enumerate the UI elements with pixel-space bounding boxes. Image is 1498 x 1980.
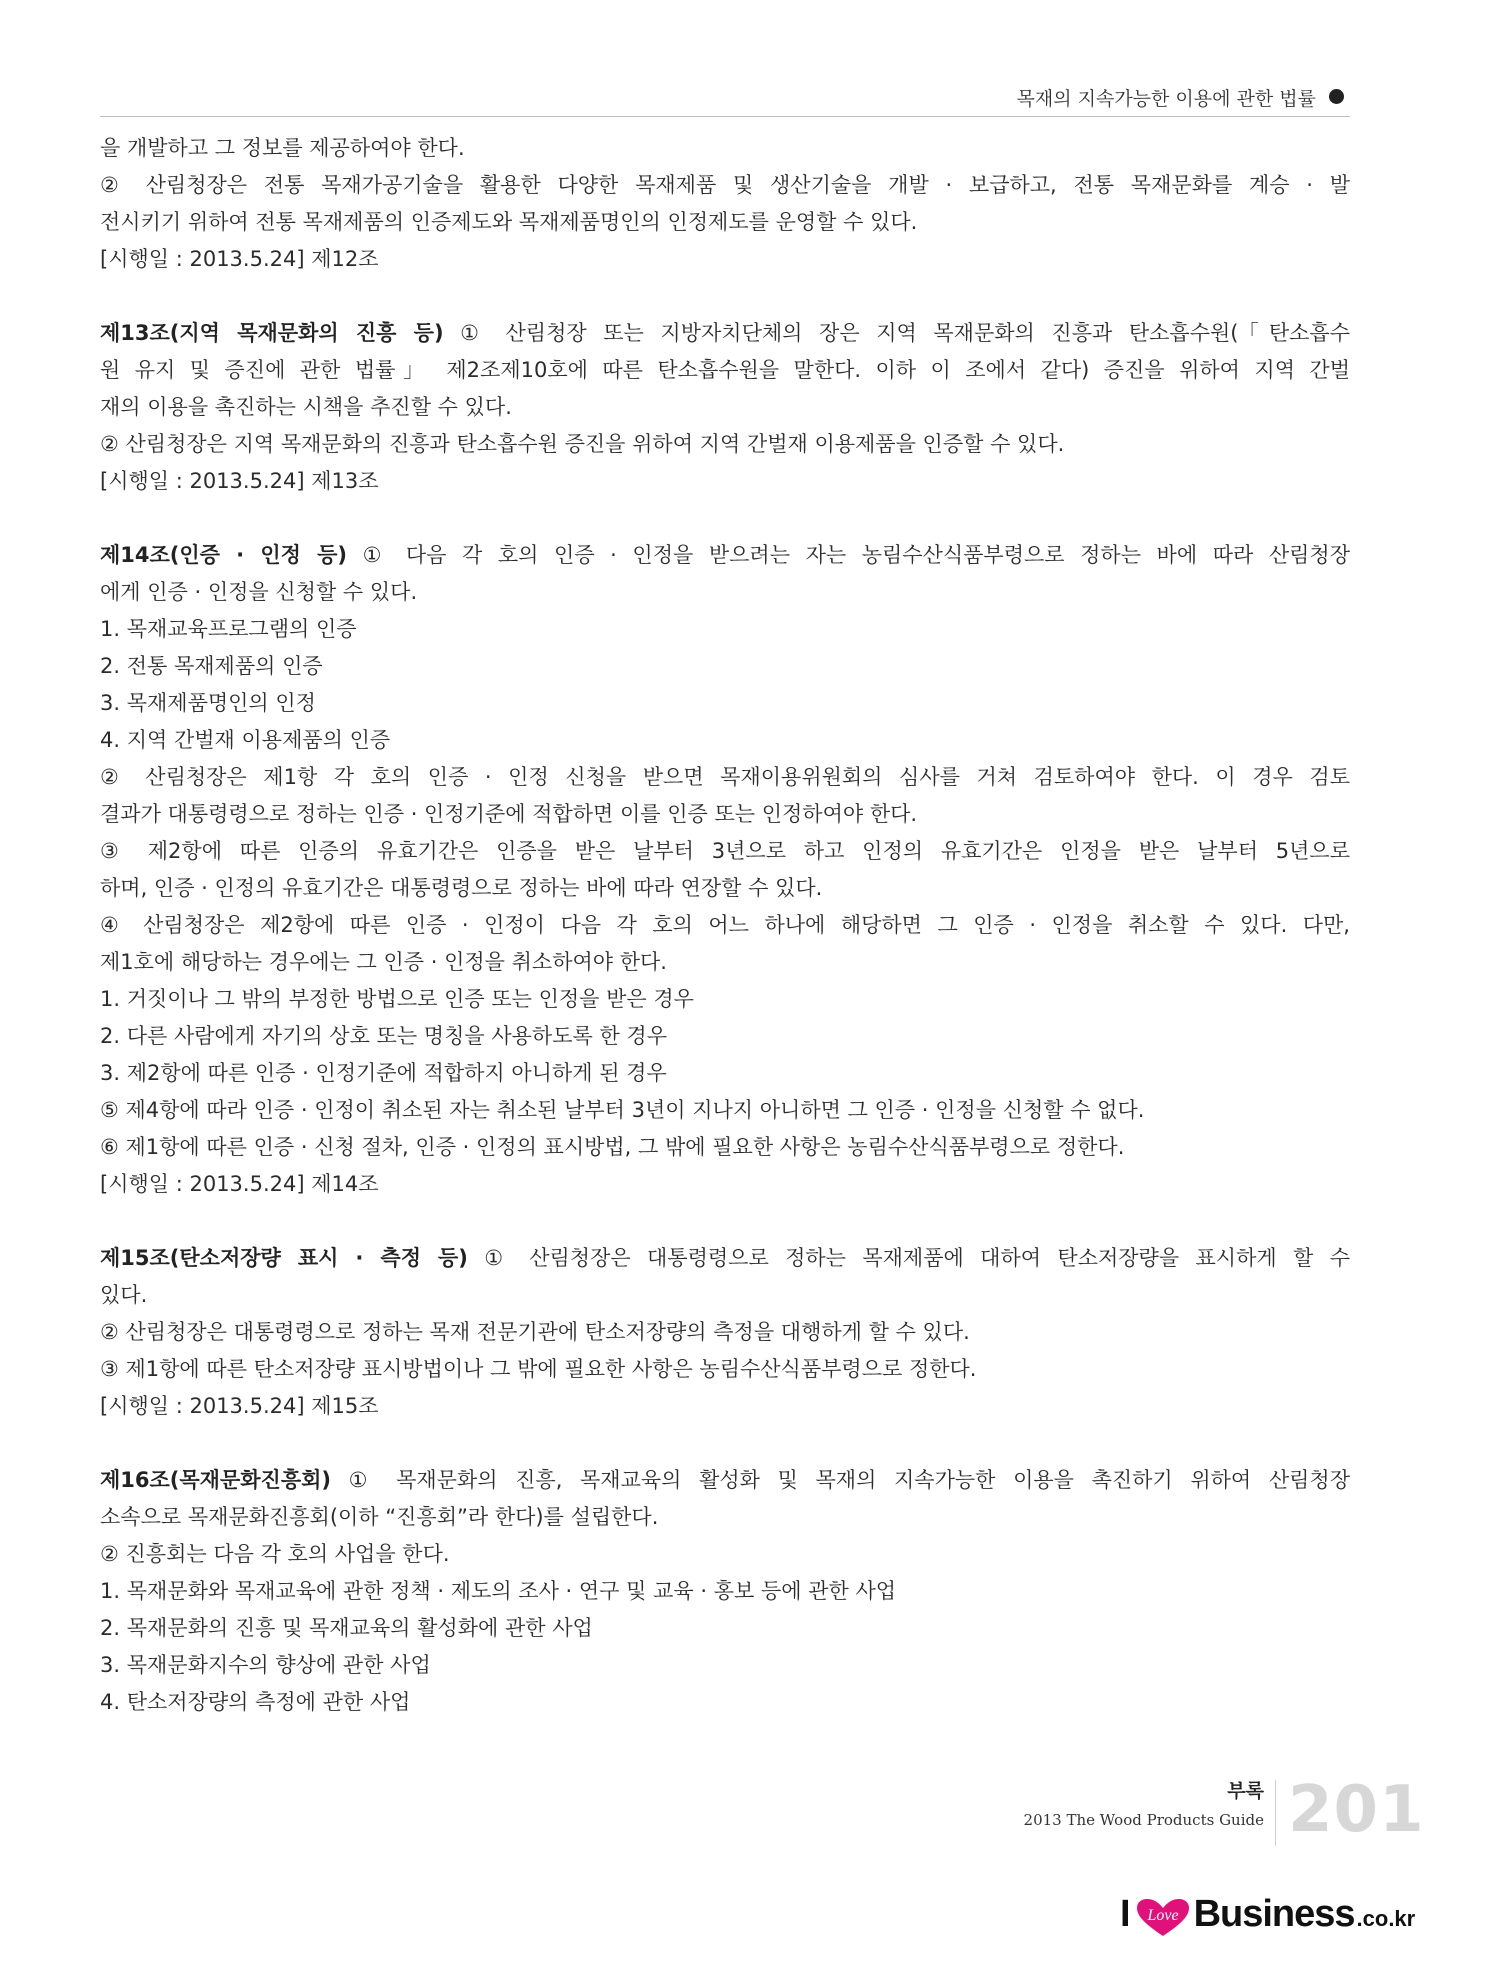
text-line [100,1536,1350,1573]
text-line [100,1388,1350,1425]
line-text: [시행일 : 2013.5.24] 제14조 [100,1172,379,1196]
running-header [100,80,1350,118]
text-line [100,352,1350,389]
article-title: 제13조(지역 목재문화의 진흥 등) [100,321,444,345]
text-line [100,1018,1350,1055]
article-heading-line [100,1240,1350,1277]
text-line [100,981,1350,1018]
text-line [100,1055,1350,1092]
text-line [100,1277,1350,1314]
line-text: 2. 다른 사람에게 자기의 상호 또는 명칭을 사용하도록 한 경우 [100,1024,667,1048]
footer-guide-title: 2013 The Wood Products Guide [1023,1811,1264,1829]
text-line [100,759,1350,796]
paragraph-gap [100,1203,1350,1240]
line-text: ② 산림청장은 대통령령으로 정하는 목재 전문기관에 탄소저장량의 측정을 대행하게 할 수 있다. [100,1320,970,1344]
text-line [100,833,1350,870]
line-text: ② 산림청장은 지역 목재문화의 진흥과 탄소흡수원 증진을 위하여 지역 간벌재 이용제품을 인증할 수 있다. [100,432,1065,456]
line-text: 1. 목재교육프로그램의 인증 [100,617,357,641]
line-text: 전시키기 위하여 전통 목재제품의 인증제도와 목재제품명인의 인정제도를 운영할 수 있다. [100,210,918,234]
line-text: 소속으로 목재문화진흥회(이하 “진흥회”라 한다)를 설립한다. [100,1505,659,1529]
text-line [100,685,1350,722]
text-line [100,389,1350,426]
law-text-body [100,130,1350,1721]
text-line [100,1647,1350,1684]
heart-icon [1135,1898,1191,1938]
text-line [100,204,1350,241]
line-text: 을 개발하고 그 정보를 제공하여야 한다. [100,136,465,160]
line-text: ③ 제2항에 따른 인증의 유효기간은 인증을 받은 날부터 3년으로 하고 인정의 유효기간은 인정을 받은 날부터 5년으로 [100,839,1350,863]
paragraph-gap [100,278,1350,315]
footer-meta [900,1778,1264,1832]
ilovebusiness-logo [1120,1893,1415,1943]
article-heading-line [100,315,1350,352]
line-text: 2. 전통 목재제품의 인증 [100,654,323,678]
line-text: ① 다음 각 호의 인증 · 인정을 받으려는 자는 농림수산식품부령으로 정하는 바에 따라 산림청장 [347,543,1350,567]
text-line [100,426,1350,463]
paragraph-gap [100,1425,1350,1462]
text-line [100,1684,1350,1721]
header-divider [100,116,1350,117]
text-line [100,241,1350,278]
text-line [100,1499,1350,1536]
line-text: ② 산림청장은 전통 목재가공기술을 활용한 다양한 목재제품 및 생산기술을 개발 · 보급하고, 전통 목재문화를 계승 · 발 [100,173,1350,197]
text-line [100,870,1350,907]
svg-text:Love: Love [1147,1907,1179,1924]
logo-letter-i: I [1120,1893,1131,1935]
line-text: ① 산림청장은 대통령령으로 정하는 목재제품에 대하여 탄소저장량을 표시하게 할 수 [467,1246,1350,1270]
line-text: ① 산림청장 또는 지방자치단체의 장은 지역 목재문화의 진흥과 탄소흡수원(「탄소흡수 [443,321,1350,345]
line-text: ⑥ 제1항에 따른 인증 · 신청 절차, 인증 · 인정의 표시방법, 그 밖에 필요한 사항은 농림수산식품부령으로 정한다. [100,1135,1125,1159]
article-title: 제16조(목재문화진흥회) [100,1468,331,1492]
line-text: [시행일 : 2013.5.24] 제15조 [100,1394,379,1418]
line-text: 있다. [100,1283,148,1307]
line-text: ⑤ 제4항에 따라 인증 · 인정이 취소된 자는 취소된 날부터 3년이 지나지 아니하면 그 인증 · 인정을 신청할 수 없다. [100,1098,1145,1122]
bullet-dot-icon [1329,89,1344,104]
text-line [100,1092,1350,1129]
line-text: [시행일 : 2013.5.24] 제13조 [100,469,379,493]
line-text: ② 산림청장은 제1항 각 호의 인증 · 인정 신청을 받으면 목재이용위원회의 심사를 거쳐 검토하여야 한다. 이 경우 검토 [100,765,1350,789]
line-text: 재의 이용을 촉진하는 시책을 추진할 수 있다. [100,395,512,419]
line-text: 에게 인증 · 인정을 신청할 수 있다. [100,580,418,604]
line-text: 2. 목재문화의 진흥 및 목재교육의 활성화에 관한 사업 [100,1616,593,1640]
line-text: 1. 목재문화와 목재교육에 관한 정책 · 제도의 조사 · 연구 및 교육 · 홍보 등에 관한 사업 [100,1579,897,1603]
text-line [100,796,1350,833]
line-text: 하며, 인증 · 인정의 유효기간은 대통령령으로 정하는 바에 따라 연장할 수 있다. [100,876,823,900]
line-text: 3. 목재문화지수의 향상에 관한 사업 [100,1653,431,1677]
text-line [100,722,1350,759]
logo-business: Business [1193,1893,1355,1935]
text-line [100,1129,1350,1166]
article-title: 제15조(탄소저장량 표시 · 측정 등) [100,1246,468,1270]
line-text: 결과가 대통령령으로 정하는 인증 · 인정기준에 적합하면 이를 인증 또는 인정하여야 한다. [100,802,918,826]
page-number: 201 [1288,1773,1425,1847]
line-text: ① 목재문화의 진흥, 목재교육의 활성화 및 목재의 지속가능한 이용을 촉진하기 위하여 산림청장 [331,1468,1350,1492]
text-line [100,1351,1350,1388]
article-heading-line [100,537,1350,574]
line-text: ② 진흥회는 다음 각 호의 사업을 한다. [100,1542,450,1566]
text-line [100,648,1350,685]
text-line [100,907,1350,944]
text-line [100,611,1350,648]
text-line [100,167,1350,204]
line-text: 1. 거짓이나 그 밖의 부정한 방법으로 인증 또는 인정을 받은 경우 [100,987,694,1011]
line-text: [시행일 : 2013.5.24] 제12조 [100,247,379,271]
text-line [100,463,1350,500]
line-text: 제1호에 해당하는 경우에는 그 인증 · 인정을 취소하여야 한다. [100,950,667,974]
line-text: 3. 제2항에 따른 인증 · 인정기준에 적합하지 아니하게 된 경우 [100,1061,667,1085]
paragraph-gap [100,500,1350,537]
text-line [100,1166,1350,1203]
line-text: ③ 제1항에 따른 탄소저장량 표시방법이나 그 밖에 필요한 사항은 농림수산식품부령으로 정한다. [100,1357,977,1381]
line-text: 4. 탄소저장량의 측정에 관한 사업 [100,1690,411,1714]
line-text: 3. 목재제품명인의 인정 [100,691,316,715]
article-heading-line [100,1462,1350,1499]
footer-section-label: 부록 [1227,1780,1264,1802]
text-line [100,574,1350,611]
text-line [100,1314,1350,1351]
logo-domain: .co.kr [1356,1906,1416,1931]
footer-divider [1275,1780,1276,1846]
text-line [100,944,1350,981]
text-line [100,1610,1350,1647]
text-line [100,130,1350,167]
line-text: 4. 지역 간벌재 이용제품의 인증 [100,728,391,752]
line-text: 원 유지 및 증진에 관한 법률」 제2조제10호에 따른 탄소흡수원을 말한다. 이하 이 조에서 같다) 증진을 위하여 지역 간벌 [100,358,1350,382]
running-title: 목재의 지속가능한 이용에 관한 법률 [1016,88,1316,110]
article-title: 제14조(인증 · 인정 등) [100,543,348,567]
text-line [100,1573,1350,1610]
line-text: ④ 산림청장은 제2항에 따른 인증 · 인정이 다음 각 호의 어느 하나에 해당하면 그 인증 · 인정을 취소할 수 있다. 다만, [100,913,1350,937]
